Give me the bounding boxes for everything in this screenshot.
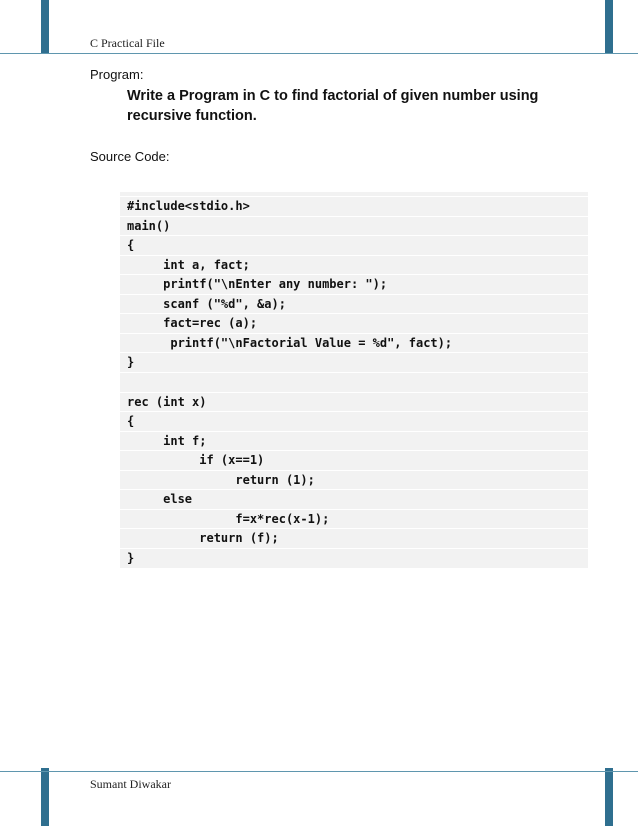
decorative-bar-top-right [605,0,613,54]
code-line: fact=rec (a); [120,313,588,333]
decorative-bar-bottom-right [605,768,613,826]
code-line: if (x==1) [120,450,588,470]
code-line: } [120,352,588,372]
page-header-title: C Practical File [90,36,165,50]
code-line: { [120,411,588,431]
source-code-label: Source Code: [90,149,170,164]
page-footer-author: Sumant Diwakar [90,777,171,791]
decorative-bar-top-left [41,0,49,54]
code-line: } [120,548,588,568]
task-description: Write a Program in C to find factorial of given number using recursive function. [127,88,539,124]
program-label: Program: [90,67,144,82]
code-line: #include<stdio.h> [120,196,588,216]
header-rule [0,53,638,54]
code-line: main() [120,216,588,236]
code-line: int a, fact; [120,255,588,275]
decorative-bar-bottom-left [41,768,49,826]
code-line: return (f); [120,528,588,548]
code-line: { [120,235,588,255]
code-line: return (1); [120,470,588,490]
code-line: printf("\nEnter any number: "); [120,274,588,294]
code-line [120,372,588,392]
code-line: printf("\nFactorial Value = %d", fact); [120,333,588,353]
code-block [120,192,588,568]
code-line: f=x*rec(x-1); [120,509,588,529]
code-line: scanf ("%d", &a); [120,294,588,314]
code-line: else [120,489,588,509]
code-line: int f; [120,431,588,451]
code-line: rec (int x) [120,392,588,412]
footer-rule [0,771,638,772]
